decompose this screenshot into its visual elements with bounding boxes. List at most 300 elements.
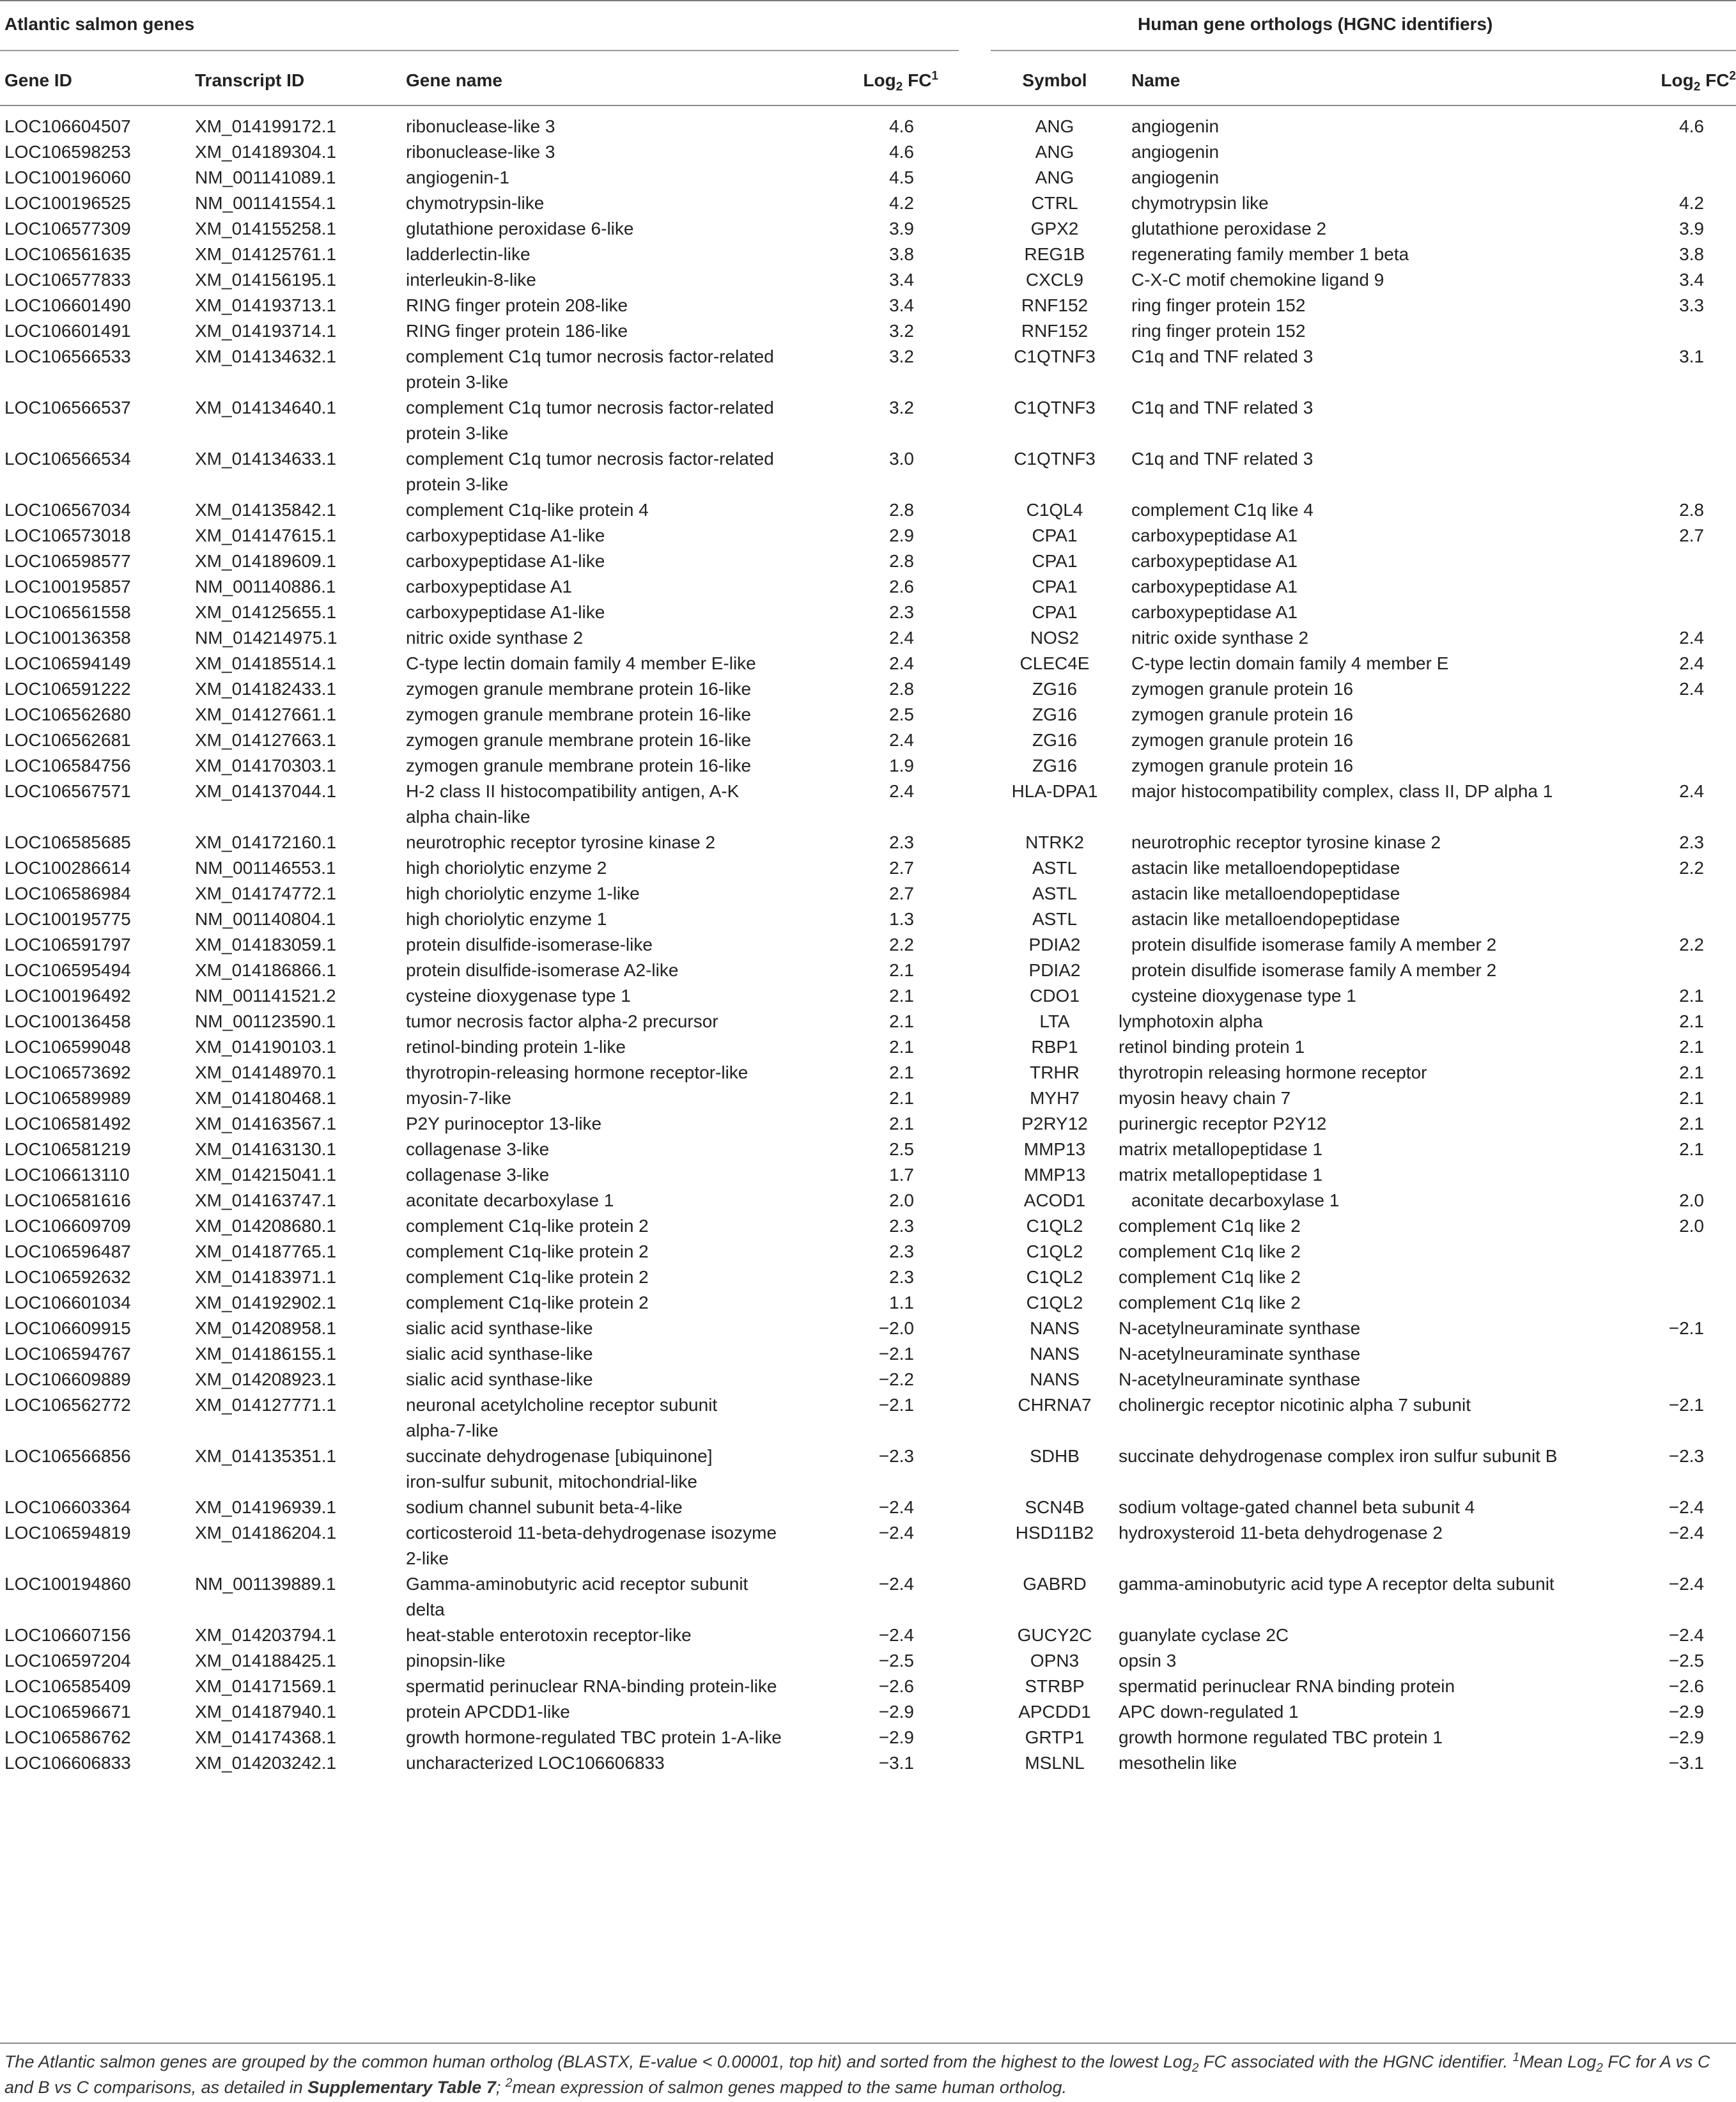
table-row [0, 600, 1736, 625]
gene-name-line: alpha chain-like [406, 807, 531, 827]
transcript-id-cell: XM_014208923.1 [195, 1369, 337, 1389]
symbol-cell: NTRK2 [1025, 832, 1084, 852]
transcript-id-cell: XM_014135842.1 [195, 500, 337, 520]
gene-id-cell: LOC106586762 [4, 1727, 131, 1747]
gene-name-line: zymogen granule membrane protein 16-like [406, 705, 752, 724]
human-log2fc-cell: 4.2 [1679, 193, 1704, 213]
gene-name-line: interleukin-8-like [406, 270, 536, 290]
gene-name-line: iron-sulfur subunit, mitochondrial-like [406, 1472, 697, 1491]
gene-id-cell: LOC106584756 [4, 756, 131, 775]
human-name-cell: complement C1q like 4 [1131, 500, 1314, 520]
gene-id-cell: LOC106589989 [4, 1088, 131, 1108]
gene-id-cell: LOC106609889 [4, 1369, 131, 1389]
gene-name-line: sialic acid synthase-like [406, 1369, 593, 1389]
gene-id-cell: LOC106566856 [4, 1446, 131, 1466]
log2fc-cell: 3.9 [889, 219, 914, 238]
gene-id-cell: LOC106592632 [4, 1267, 131, 1287]
gap-cell [959, 293, 991, 318]
symbol-cell: ZG16 [1032, 756, 1078, 775]
log2fc-cell: 2.3 [889, 1216, 914, 1236]
symbol-cell: SDHB [1030, 1446, 1080, 1466]
table-row [0, 958, 1736, 983]
human-log2fc-cell: 3.8 [1679, 244, 1704, 264]
gene-id-cell: LOC106561635 [4, 244, 131, 264]
gap-cell [959, 1265, 991, 1290]
human-log2fc-cell [1608, 907, 1736, 932]
symbol-cell: CPA1 [1032, 577, 1078, 596]
table-row [0, 139, 1736, 165]
human-name-cell: mesothelin like [1119, 1753, 1237, 1773]
human-name-cell: opsin 3 [1119, 1651, 1177, 1670]
human-log2fc-cell: 2.7 [1679, 526, 1704, 545]
transcript-id-cell: XM_014187940.1 [195, 1702, 337, 1722]
human-name-cell: ring finger protein 152 [1131, 295, 1306, 315]
human-name-cell: ring finger protein 152 [1131, 321, 1306, 341]
human-log2fc-cell: 2.4 [1679, 679, 1704, 699]
human-log2fc-cell: −2.9 [1668, 1702, 1704, 1722]
gene-id-cell: LOC106591222 [4, 679, 131, 699]
log2fc-cell: 2.8 [889, 500, 914, 520]
human-log2fc-cell: −2.4 [1668, 1497, 1704, 1517]
table-row [0, 318, 1736, 344]
transcript-id-cell: NM_001141089.1 [195, 167, 336, 187]
gene-name-cell [406, 1137, 821, 1162]
transcript-id-cell: XM_014148970.1 [195, 1063, 337, 1082]
gene-id-cell: LOC106573692 [4, 1063, 131, 1082]
orthologs-table [0, 56, 1736, 1776]
human-log2fc-cell: −2.5 [1668, 1651, 1704, 1670]
gene-id-cell: LOC106613110 [4, 1165, 130, 1185]
gene-name-line: collagenase 3-like [406, 1165, 550, 1185]
top-rule [0, 0, 1736, 1]
symbol-cell: ASTL [1032, 884, 1078, 903]
table-row [0, 1316, 1736, 1341]
log2fc-cell: −2.3 [878, 1446, 914, 1466]
transcript-id-cell: NM_001139889.1 [195, 1574, 336, 1594]
gene-id-cell: LOC106609709 [4, 1216, 131, 1236]
gene-id-cell: LOC100136458 [4, 1011, 131, 1031]
gene-name-line: RING finger protein 186-like [406, 321, 628, 341]
symbol-cell: ASTL [1032, 858, 1078, 878]
symbol-cell: RNF152 [1021, 321, 1089, 341]
symbol-cell: ACOD1 [1023, 1190, 1086, 1210]
human-name-cell: nitric oxide synthase 2 [1131, 628, 1309, 648]
symbol-cell: PDIA2 [1028, 960, 1081, 980]
symbol-cell: NOS2 [1030, 628, 1080, 648]
log2fc-cell: 2.3 [889, 1242, 914, 1261]
gene-name-cell [406, 318, 821, 344]
human-log2fc-cell [1608, 395, 1736, 446]
table-row [0, 293, 1736, 318]
gene-name-cell [406, 1750, 821, 1776]
transcript-id-cell: XM_014208680.1 [195, 1216, 337, 1236]
log2fc-cell: 2.3 [889, 832, 914, 852]
human-name-cell: carboxypeptidase A1 [1131, 551, 1298, 571]
log2fc-cell: −2.9 [878, 1727, 914, 1747]
log2fc-cell: 2.1 [889, 1037, 914, 1057]
transcript-id-cell: NM_001141554.1 [195, 193, 336, 213]
gene-name-line: sodium channel subunit beta-4-like [406, 1497, 683, 1517]
transcript-id-cell: XM_014170303.1 [195, 756, 337, 775]
log2fc-cell: 2.8 [889, 551, 914, 571]
transcript-id-cell: XM_014134640.1 [195, 398, 337, 417]
gene-name-cell [406, 1495, 821, 1520]
table-row [0, 1648, 1736, 1674]
gap-cell [959, 1213, 991, 1239]
log2fc-cell: 2.3 [889, 602, 914, 622]
gene-name-line: angiogenin-1 [406, 167, 509, 187]
symbol-cell: CXCL9 [1025, 270, 1084, 290]
transcript-id-cell: XM_014163567.1 [195, 1114, 337, 1133]
table-row [0, 1725, 1736, 1750]
human-name-cell: C1q and TNF related 3 [1131, 346, 1314, 366]
human-name-cell: guanylate cyclase 2C [1119, 1625, 1289, 1645]
log2fc-cell: 2.7 [889, 884, 914, 903]
gap-cell [959, 1750, 991, 1776]
gap-cell [959, 1392, 991, 1444]
gap-cell [959, 1188, 991, 1213]
gene-name-cell [406, 1725, 821, 1750]
gene-name-line: protein disulfide-isomerase-like [406, 935, 653, 954]
log2fc-cell: 1.7 [889, 1165, 914, 1185]
human-log2fc-cell [1608, 165, 1736, 191]
table-row [0, 728, 1736, 753]
gap-cell [959, 881, 991, 907]
gene-name-line: carboxypeptidase A1-like [406, 602, 605, 622]
gene-name-cell [406, 242, 821, 267]
log2fc-cell: 3.2 [889, 398, 914, 417]
gene-name-cell [406, 753, 821, 779]
gap-cell [959, 191, 991, 216]
gene-id-cell: LOC106601490 [4, 295, 131, 315]
log2fc-cell: −2.4 [878, 1625, 914, 1645]
gene-name-cell [406, 1111, 821, 1137]
gene-name-line: ribonuclease-like 3 [406, 142, 555, 162]
human-name-cell: protein disulfide isomerase family A member 2 [1131, 935, 1497, 954]
human-log2fc-cell [1608, 1367, 1736, 1392]
log2fc-cell: 2.1 [889, 986, 914, 1006]
human-log2fc-cell: 3.9 [1679, 219, 1704, 238]
gene-name-line: protein 3-like [406, 423, 509, 443]
gene-name-cell [406, 1009, 821, 1034]
gene-name-line: heat-stable enterotoxin receptor-like [406, 1625, 692, 1645]
gene-id-cell: LOC106566533 [4, 346, 131, 366]
gap-cell [959, 1009, 991, 1034]
human-name-cell: angiogenin [1131, 142, 1220, 162]
log2fc-cell: 3.2 [889, 321, 914, 341]
table-row [0, 446, 1736, 497]
human-name-cell: zymogen granule protein 16 [1131, 679, 1354, 699]
table-row [0, 676, 1736, 702]
human-log2fc-cell [1608, 139, 1736, 165]
table-row [0, 549, 1736, 574]
gene-id-cell: LOC106591797 [4, 935, 131, 954]
human-name-cell: thyrotropin releasing hormone receptor [1119, 1063, 1427, 1082]
symbol-cell: ANG [1035, 116, 1074, 136]
gene-name-line: protein 3-like [406, 474, 509, 494]
gap-cell [959, 830, 991, 855]
gene-id-cell: LOC106581219 [4, 1139, 131, 1159]
gene-id-cell: LOC106606833 [4, 1753, 131, 1773]
table-row [0, 1034, 1736, 1060]
gap-cell [959, 1316, 991, 1341]
gene-id-cell: LOC106601034 [4, 1293, 131, 1312]
human-name-cell: zymogen granule protein 16 [1131, 756, 1354, 775]
human-log2fc-cell [1608, 702, 1736, 728]
gap-cell [959, 1444, 991, 1495]
human-name-cell: regenerating family member 1 beta [1131, 244, 1409, 264]
gene-name-line: complement C1q tumor necrosis factor-related [406, 449, 774, 469]
gene-name-cell [406, 702, 821, 728]
human-name-cell: astacin like metalloendopeptidase [1131, 858, 1400, 878]
log2fc-cell: 2.2 [889, 935, 914, 954]
gene-id-cell: LOC106599048 [4, 1037, 131, 1057]
transcript-id-cell: XM_014125761.1 [195, 244, 337, 264]
symbol-cell: MSLNL [1025, 1753, 1085, 1773]
transcript-id-cell: XM_014193713.1 [195, 295, 337, 315]
human-log2fc-cell: −2.1 [1668, 1318, 1704, 1338]
human-name-cell: neurotrophic receptor tyrosine kinase 2 [1131, 832, 1441, 852]
gap-cell [959, 1623, 991, 1648]
gene-name-line: spermatid perinuclear RNA-binding protein-like [406, 1676, 777, 1696]
log2fc-cell: −2.0 [878, 1318, 914, 1338]
symbol-cell: RNF152 [1021, 295, 1089, 315]
gap-cell [959, 216, 991, 242]
table-row [0, 907, 1736, 932]
log2fc-cell: −2.4 [878, 1574, 914, 1594]
gap-cell [959, 1290, 991, 1316]
gap-cell [959, 395, 991, 446]
human-name-cell: chymotrypsin like [1131, 193, 1269, 213]
gene-id-cell: LOC106603364 [4, 1497, 131, 1517]
gene-id-cell: LOC106596671 [4, 1702, 131, 1722]
log2fc-cell: 4.2 [889, 193, 914, 213]
gap-cell [959, 779, 991, 830]
gene-name-cell [406, 1674, 821, 1699]
symbol-cell: HSD11B2 [1015, 1523, 1094, 1543]
symbol-cell: GABRD [1023, 1574, 1087, 1594]
transcript-id-cell: XM_014155258.1 [195, 219, 337, 238]
symbol-cell: CPA1 [1032, 526, 1078, 545]
transcript-id-cell: XM_014199172.1 [195, 116, 337, 136]
gene-name-line: H-2 class II histocompatibility antigen, A-K [406, 781, 740, 801]
log2fc-cell: 2.1 [889, 1063, 914, 1082]
gene-name-cell [406, 293, 821, 318]
log2fc-cell: 2.1 [889, 1011, 914, 1031]
human-name-cell: N-acetylneuraminate synthase [1119, 1344, 1361, 1364]
gene-name-line: Gamma-aminobutyric acid receptor subunit [406, 1574, 748, 1594]
human-log2fc-cell: −2.3 [1668, 1446, 1704, 1466]
transcript-id-cell: XM_014163130.1 [195, 1139, 337, 1159]
symbol-cell: CLEC4E [1019, 653, 1090, 673]
human-log2fc-cell: 2.4 [1679, 628, 1704, 648]
human-log2fc-cell: 2.0 [1679, 1216, 1704, 1236]
gene-name-line: nitric oxide synthase 2 [406, 628, 584, 648]
table-row [0, 523, 1736, 549]
symbol-cell: C1QL2 [1026, 1293, 1083, 1312]
symbol-cell: C1QTNF3 [1014, 398, 1096, 417]
table-row [0, 983, 1736, 1009]
gene-name-line: complement C1q-like protein 2 [406, 1216, 649, 1236]
transcript-id-cell: XM_014135351.1 [195, 1446, 337, 1466]
human-log2fc-cell: 2.1 [1679, 1139, 1704, 1159]
gene-name-cell [406, 1239, 821, 1265]
human-name-cell: gamma-aminobutyric acid type A receptor delta subunit [1119, 1574, 1554, 1594]
gene-name-cell [406, 1392, 821, 1444]
log2fc-cell: −2.5 [878, 1651, 914, 1670]
human-log2fc-cell [1608, 958, 1736, 983]
human-name-cell: glutathione peroxidase 2 [1131, 219, 1327, 238]
human-log2fc-cell [1608, 1341, 1736, 1367]
gene-name-cell [406, 267, 821, 293]
table-row [0, 1495, 1736, 1520]
human-name-cell: complement C1q like 2 [1119, 1216, 1301, 1236]
log2fc-cell: 3.2 [889, 346, 914, 366]
gap-cell [959, 1725, 991, 1750]
gene-name-cell [406, 1444, 821, 1495]
gene-name-line: RING finger protein 208-like [406, 295, 628, 315]
gene-name-cell [406, 1699, 821, 1725]
gene-name-cell [406, 1290, 821, 1316]
symbol-cell: RBP1 [1031, 1037, 1078, 1057]
symbol-cell: MMP13 [1023, 1139, 1086, 1159]
symbol-cell: C1QL4 [1026, 500, 1083, 520]
table-row [0, 497, 1736, 523]
gene-id-cell: LOC106566534 [4, 449, 131, 469]
gene-name-line: sialic acid synthase-like [406, 1344, 593, 1364]
gap-cell [959, 446, 991, 497]
gene-name-cell [406, 574, 821, 600]
symbol-cell: SCN4B [1025, 1497, 1085, 1517]
table-row [0, 1571, 1736, 1623]
table-row [0, 651, 1736, 676]
gene-id-cell: LOC100195857 [4, 577, 131, 596]
human-log2fc-cell: −2.6 [1668, 1676, 1704, 1696]
human-name-cell: myosin heavy chain 7 [1119, 1088, 1291, 1108]
table-row [0, 191, 1736, 216]
gene-name-line: complement C1q-like protein 2 [406, 1267, 649, 1287]
table-row [0, 105, 1736, 139]
human-name-cell: protein disulfide isomerase family A member 2 [1131, 960, 1497, 980]
log2fc-cell: −3.1 [878, 1753, 914, 1773]
gap-cell [959, 1495, 991, 1520]
human-log2fc-cell: 2.1 [1679, 1114, 1704, 1133]
human-log2fc-cell: 2.0 [1679, 1190, 1704, 1210]
gene-id-cell: LOC106594819 [4, 1523, 131, 1543]
gene-id-cell: LOC100136358 [4, 628, 131, 648]
transcript-id-cell: XM_014125655.1 [195, 602, 337, 622]
transcript-id-cell: XM_014156195.1 [195, 270, 337, 290]
gene-name-cell [406, 1188, 821, 1213]
col-gap [959, 56, 991, 105]
human-name-cell: complement C1q like 2 [1119, 1242, 1301, 1261]
gene-name-cell [406, 728, 821, 753]
log2fc-cell: 2.4 [889, 653, 914, 673]
human-log2fc-cell [1608, 318, 1736, 344]
table-row [0, 395, 1736, 446]
symbol-cell: CPA1 [1032, 602, 1078, 622]
col-log2fc-human: Log$_2$ $FC^2$ [1608, 56, 1736, 105]
human-log2fc-cell [1608, 1239, 1736, 1265]
gap-cell [959, 523, 991, 549]
gene-name-cell [406, 1648, 821, 1674]
log2fc-cell: 1.3 [889, 909, 914, 929]
human-name-cell: carboxypeptidase A1 [1131, 602, 1298, 622]
gene-name-line: high choriolytic enzyme 1-like [406, 884, 640, 903]
gene-name-cell [406, 1060, 821, 1086]
table-row [0, 1699, 1736, 1725]
log2fc-cell: 2.1 [889, 960, 914, 980]
human-log2fc-cell: 2.4 [1679, 781, 1704, 801]
gene-name-line: P2Y purinoceptor 13-like [406, 1114, 602, 1133]
transcript-id-cell: NM_001146553.1 [195, 858, 336, 878]
human-name-cell: purinergic receptor P2Y12 [1119, 1114, 1327, 1133]
table-row [0, 1213, 1736, 1239]
gap-cell [959, 165, 991, 191]
transcript-id-cell: XM_014174368.1 [195, 1727, 337, 1747]
gene-id-cell: LOC106585409 [4, 1676, 131, 1696]
human-log2fc-cell: 2.1 [1679, 1011, 1704, 1031]
col-human-name: Name [1119, 56, 1608, 105]
symbol-cell: C1QTNF3 [1014, 346, 1096, 366]
human-name-cell: carboxypeptidase A1 [1131, 577, 1298, 596]
table-row [0, 1674, 1736, 1699]
gene-id-cell: LOC106595494 [4, 960, 131, 980]
table-row [0, 1265, 1736, 1290]
human-log2fc-cell: 2.3 [1679, 832, 1704, 852]
gene-id-cell: LOC106609915 [4, 1318, 131, 1338]
symbol-cell: NANS [1030, 1318, 1080, 1338]
gene-id-cell: LOC100194860 [4, 1574, 131, 1594]
gene-name-line: uncharacterized LOC106606833 [406, 1753, 665, 1773]
transcript-id-cell: XM_014189609.1 [195, 551, 337, 571]
gene-name-line: complement C1q-like protein 2 [406, 1293, 649, 1312]
gene-name-cell [406, 1034, 821, 1060]
transcript-id-cell: XM_014183971.1 [195, 1267, 337, 1287]
gap-cell [959, 344, 991, 395]
gene-name-cell [406, 523, 821, 549]
transcript-id-cell: XM_014208958.1 [195, 1318, 337, 1338]
gene-name-cell [406, 958, 821, 983]
human-group-rule [991, 50, 1736, 51]
gene-id-cell: LOC106597204 [4, 1651, 131, 1670]
gene-name-cell [406, 907, 821, 932]
gap-cell [959, 625, 991, 651]
symbol-cell: LTA [1039, 1011, 1070, 1031]
log2fc-cell: 2.8 [889, 679, 914, 699]
human-name-cell: sodium voltage-gated channel beta subunit 4 [1119, 1497, 1475, 1517]
symbol-cell: C1QL2 [1026, 1242, 1083, 1261]
gene-name-cell [406, 139, 821, 165]
human-log2fc-cell [1608, 753, 1736, 779]
human-log2fc-cell [1608, 881, 1736, 907]
human-log2fc-cell: −3.1 [1668, 1753, 1704, 1773]
gene-name-cell [406, 395, 821, 446]
gene-id-cell: LOC100195775 [4, 909, 131, 929]
gap-cell [959, 1111, 991, 1137]
table-row [0, 1444, 1736, 1495]
gene-name-line: carboxypeptidase A1-like [406, 551, 605, 571]
gene-name-cell [406, 1571, 821, 1623]
symbol-cell: ASTL [1032, 909, 1078, 929]
log2fc-cell: 2.3 [889, 1267, 914, 1287]
gene-name-cell [406, 983, 821, 1009]
symbol-cell: C1QTNF3 [1014, 449, 1096, 469]
human-log2fc-cell: 2.4 [1679, 653, 1704, 673]
gene-name-cell [406, 932, 821, 958]
human-group-title: Human gene orthologs (HGNC identifiers) [1138, 14, 1493, 34]
log2fc-cell: 4.5 [889, 167, 914, 187]
